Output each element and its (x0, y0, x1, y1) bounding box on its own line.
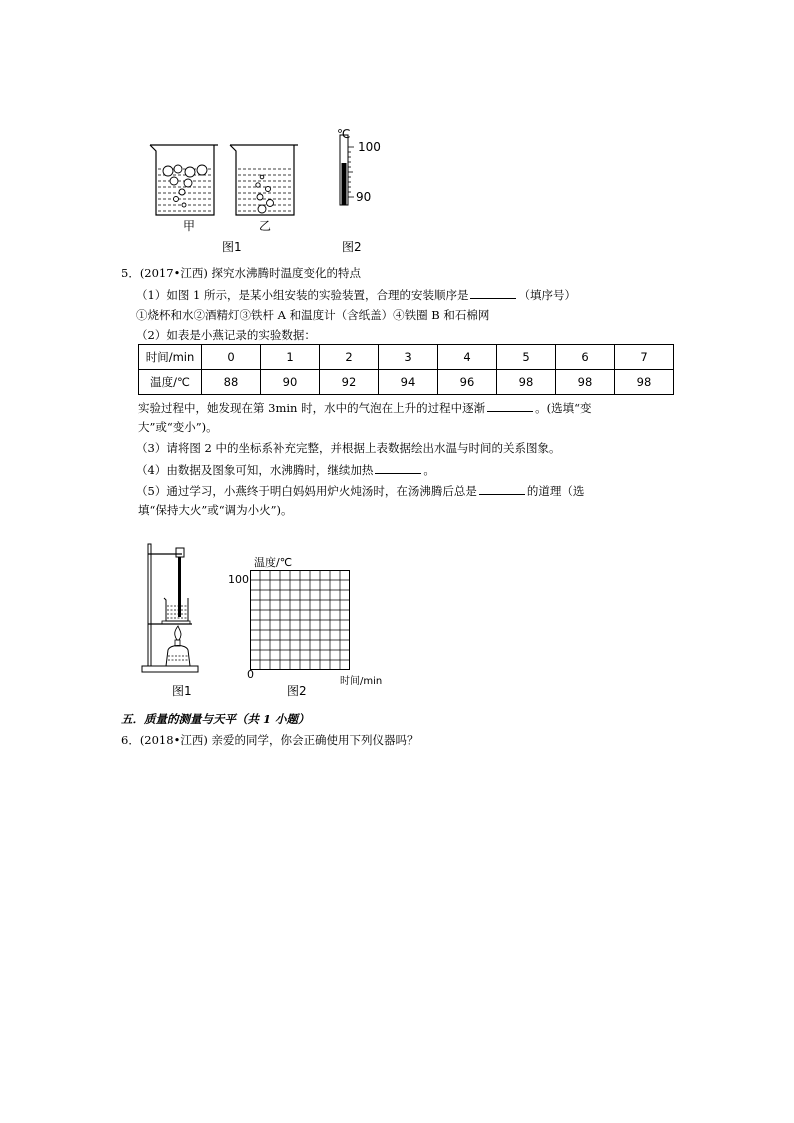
bottom-fig2-caption: 图2 (287, 684, 307, 698)
grid-y-axis-label: 温度/℃ (254, 556, 293, 569)
q5-part4: （4）由数据及图象可知，水沸腾时，继续加热 。 (136, 463, 435, 477)
boiling-apparatus-figure (140, 540, 210, 680)
beaker-yi (230, 145, 298, 215)
section-heading: 五．质量的测量与天平（共 1 小题） (121, 712, 310, 726)
temp-cell: 90 (261, 370, 320, 395)
time-cell: 1 (261, 345, 320, 370)
temp-cell: 88 (202, 370, 261, 395)
time-cell: 7 (615, 345, 674, 370)
temperature-time-grid (250, 570, 350, 670)
answer-blank-4[interactable] (479, 483, 525, 495)
time-cell: 5 (497, 345, 556, 370)
table-row-time (139, 345, 674, 370)
table-row-temperature (139, 370, 674, 395)
answer-blank-1[interactable] (470, 287, 516, 299)
beaker-b-label: 乙 (259, 219, 272, 233)
q5-part2: （2）如表是小燕记录的实验数据： (136, 328, 316, 342)
time-cell: 4 (438, 345, 497, 370)
temp-cell: 98 (497, 370, 556, 395)
q5-part5: （5）通过学习，小燕终于明白妈妈用炉火炖汤时，在汤沸腾后总是 的道理（选 (136, 484, 585, 498)
table-header-time: 时间/min (139, 345, 202, 370)
temp-cell: 98 (556, 370, 615, 395)
temp-cell: 98 (615, 370, 674, 395)
top-fig1-caption: 图1 (222, 240, 242, 254)
temp-cell: 96 (438, 370, 497, 395)
thermometer-low-label: 90 (356, 190, 372, 204)
experiment-data-table (138, 344, 674, 395)
grid-x-axis-label: 时间/min (340, 676, 383, 687)
bottom-fig1-caption: 图1 (172, 684, 192, 698)
thermometer-high-label: 100 (358, 140, 381, 154)
time-cell: 6 (556, 345, 615, 370)
table-header-temperature: 温度/℃ (139, 370, 202, 395)
q6-text: 6．(2018•江西) 亲爱的同学，你会正确使用下列仪器吗？ (121, 733, 419, 747)
q5-part3: （3）请将图 2 中的坐标系补充完整，并根据上表数据绘出水温与时间的关系图象。 (136, 441, 561, 455)
temp-cell: 94 (379, 370, 438, 395)
grid-y-max-label: 100 (228, 573, 249, 586)
beaker-jia (150, 145, 218, 215)
q5-part2-question: 实验过程中，她发现在第 3min 时，水中的气泡在上升的过程中逐渐 。(选填“变 (138, 401, 592, 415)
thermometer-icon (340, 135, 354, 205)
top-fig2-caption: 图2 (342, 240, 362, 254)
beaker-a-label: 甲 (183, 219, 196, 233)
q5-part5-line2: 填“保持大火”或“调为小火”)。 (138, 503, 293, 517)
answer-blank-3[interactable] (375, 462, 421, 474)
thermometer-unit: ℃ (337, 127, 351, 141)
grid-origin-label: 0 (247, 668, 254, 681)
answer-blank-2[interactable] (487, 400, 533, 412)
q5-part2-question-line2: 大”或“变小”)。 (138, 420, 218, 434)
q5-part1: （1）如图 1 所示，是某小组安装的实验装置，合理的安装顺序是 （填序号） (136, 288, 576, 302)
time-cell: 3 (379, 345, 438, 370)
temp-cell: 92 (320, 370, 379, 395)
time-cell: 0 (202, 345, 261, 370)
q5-title: 5．(2017•江西) 探究水沸腾时温度变化的特点 (121, 266, 361, 280)
q5-part1-items: ①烧杯和水②酒精灯③铁杆 A 和温度计（含纸盖）④铁圈 B 和石棉网 (136, 308, 490, 322)
time-cell: 2 (320, 345, 379, 370)
